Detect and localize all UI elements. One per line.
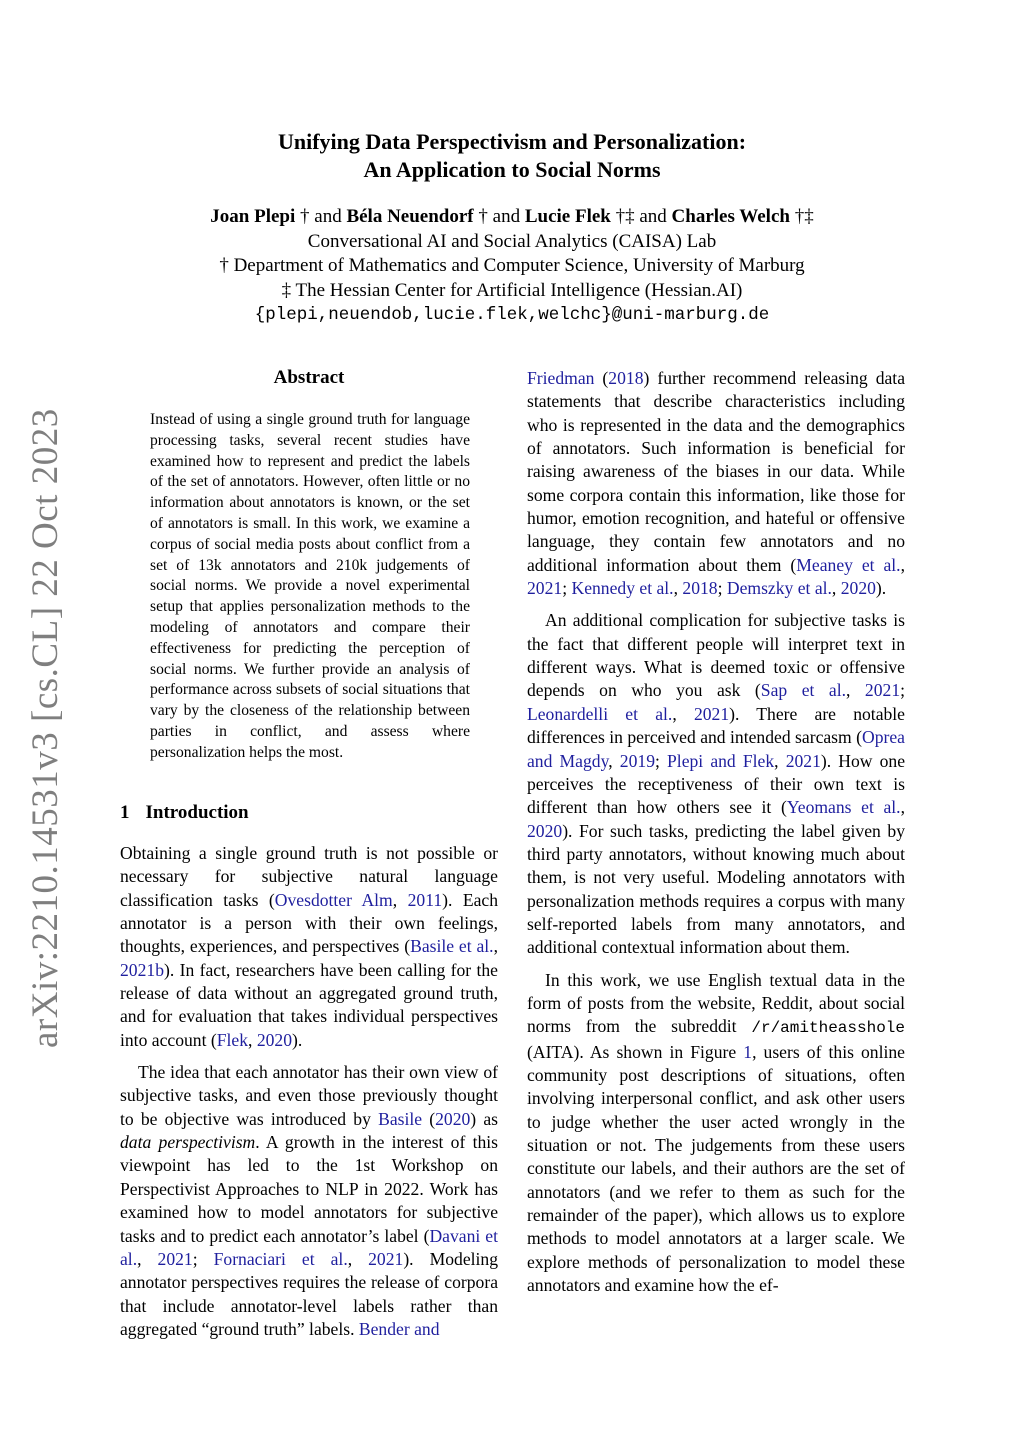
and-3: and — [639, 206, 672, 227]
author-1: Joan Plepi — [210, 206, 296, 227]
left-column — [120, 842, 498, 1341]
and-1: and — [314, 206, 347, 227]
citation-link[interactable]: 2021 — [157, 1248, 193, 1269]
text: ) as — [470, 1108, 498, 1129]
text: ). For such tasks, predicting the label given by third party annotators, without knowing much about them, is not very useful. Modeling annotators with personalization methods requires a corpus with many self-reported labels from many annotators, and additional contextual information about them. — [527, 820, 905, 958]
citation-link[interactable]: Basile — [378, 1108, 423, 1129]
text: ). Each annotator is a person with their own feelings, thoughts, experiences, and perspectives ( — [120, 889, 499, 957]
citation-link[interactable]: 2020 — [256, 1029, 292, 1050]
text: ). Modeling annotator perspectives requires the release of corpora that include annotator-level labels rather than aggregated “ground truth” labels. — [120, 1248, 498, 1339]
title-line-2: An Application to Social Norms — [363, 157, 661, 182]
citation-link[interactable]: Basile et al. — [410, 936, 494, 957]
citation-link[interactable]: 2020 — [435, 1108, 471, 1129]
text: Obtaining a single ground truth is not possible or necessary for subjective natural language classification tasks ( — [120, 843, 498, 910]
paragraph-5 — [527, 969, 905, 1298]
text: , — [673, 578, 683, 599]
text: , — [900, 797, 905, 818]
text: ; — [900, 680, 905, 701]
text: ) further recommend releasing data statements that describe characteristics including who is represented in the data and the demographics of annotators. Such information is beneficial for raising awareness of the biases in our data. While some corpora contain this information, like those for humor, emotion recognition, and hateful or offensive language, they contain few annotators and no additional information about them ( — [527, 368, 906, 575]
abstract-heading: Abstract — [273, 367, 345, 388]
author-4: Charles Welch — [671, 206, 790, 227]
citation-link[interactable]: 2019 — [619, 750, 655, 771]
citation-link[interactable]: 2021 — [693, 703, 730, 724]
text: (AITA). As shown in Figure — [527, 1041, 744, 1062]
text: , — [347, 1248, 369, 1269]
citation-link[interactable]: Bender and — [358, 1318, 440, 1339]
text: , — [672, 703, 694, 724]
title-line-1: Unifying Data Perspectivism and Personalization: — [277, 129, 747, 154]
author-3-mark: †‡ — [610, 206, 640, 227]
arxiv-stamp: arXiv:2210.14531v3 [cs.CL] 22 Oct 2023 — [25, 408, 66, 1048]
right-column — [527, 367, 905, 1297]
subreddit-name: /r/amitheasshole — [751, 1019, 905, 1038]
section-number: 1 — [120, 802, 130, 823]
text: , — [392, 889, 408, 910]
author-2: Béla Neuendorf — [346, 206, 474, 227]
text: ; — [562, 578, 572, 599]
text: , — [831, 578, 841, 599]
citation-link[interactable]: Kennedy et al. — [571, 578, 674, 599]
text: , — [900, 554, 905, 575]
citation-link[interactable]: Oprea and Magdy — [527, 727, 905, 771]
citation-link[interactable]: 2020 — [527, 820, 563, 841]
text: ). — [292, 1029, 303, 1050]
text: ; — [192, 1248, 214, 1269]
text: ( — [422, 1108, 436, 1129]
paper-title — [0, 128, 1024, 184]
section-title: Introduction — [145, 802, 249, 823]
emphasis: data perspectivism — [120, 1132, 256, 1153]
paragraph-2 — [120, 1061, 498, 1341]
citation-link[interactable]: 2011 — [407, 889, 443, 910]
text: In this work, we use English textual data in the form of posts from the website, Reddit, about social norms from the subreddit — [527, 969, 905, 1037]
author-emails[interactable]: {plepi,neuendob,lucie.flek,welchc}@uni-marburg.de — [254, 305, 770, 325]
abstract-text: Instead of using a single ground truth for language processing tasks, several recent studies have examined how to represent and predict the labels of the set of annotators. However, often little or no information about annotators is known, or the set of annotators is small. In this work, we examine a corpus of social media posts about conflict from a set of 13k annotators and 210k judgements of social norms. We provide a novel experimental setup that applies personalization methods to the modeling of annotators and compare their effectiveness for predicting the perception of social norms. We further provide an analysis of performance across subsets of social situations that vary by the closeness of the relationship between parties in conflict, and assess where personalization helps the most. — [150, 411, 470, 761]
text: ). How one perceives the receptiveness of their own text is different than how others see it ( — [527, 750, 906, 818]
author-names — [0, 205, 1024, 230]
text: . A growth in the interest of this viewpoint has led to the 1st Workshop on Perspectivist Approaches to NLP in 2022. Work has examined how to model annotators for subjective tasks and to predict each annotator’s label ( — [120, 1132, 498, 1246]
citation-link[interactable]: Meaney et al. — [796, 554, 901, 575]
text: , — [608, 750, 620, 771]
citation-link[interactable]: Leonardelli et al. — [527, 703, 673, 724]
text: , — [846, 680, 865, 701]
text: , — [774, 750, 786, 771]
citation-link[interactable]: 2020 — [840, 578, 876, 599]
paragraph-1 — [120, 842, 498, 1052]
section-heading-introduction — [120, 802, 265, 824]
text: ( — [594, 368, 609, 388]
citation-link[interactable]: Yeomans et al. — [786, 797, 901, 818]
citation-link[interactable]: Ovesdotter Alm — [274, 889, 393, 910]
text: , — [248, 1029, 257, 1050]
citation-link[interactable]: Sap et al. — [760, 680, 846, 701]
citation-link[interactable]: Friedman — [527, 368, 595, 388]
text: , users of this online community post descriptions of situations, often involving interpersonal conflict, and ask other users to judge whether the user acted wrongly in the situation or not. The judgements from these users constitute our labels, and their authors are the set of annotators (and we refer to them as such for the remainder of the paper), which allows us to explore methods to model annotators at a larger scale. We explore methods of personalization to model these annotators and examine how the ef- — [527, 1041, 905, 1296]
affiliation-dept: † Department of Mathematics and Computer Science, University of Marburg — [219, 255, 805, 276]
citation-link[interactable]: Fornaciari et al. — [213, 1248, 348, 1269]
text: ). There are notable differences in perceived and intended sarcasm ( — [527, 703, 905, 748]
citation-link[interactable]: Flek — [216, 1029, 249, 1050]
text: ; — [654, 750, 668, 771]
affiliation-hessian: ‡ The Hessian Center for Artificial Intelligence (Hessian.AI) — [281, 279, 743, 301]
citation-link[interactable]: 2021 — [864, 680, 901, 701]
paragraph-4 — [527, 609, 905, 959]
author-1-mark: † — [295, 206, 315, 227]
figure-link[interactable]: 1 — [743, 1041, 753, 1062]
and-2: and — [492, 206, 525, 227]
text: ). — [875, 578, 887, 599]
author-2-mark: † — [473, 206, 493, 227]
citation-link[interactable]: Davani et al. — [120, 1225, 499, 1269]
author-4-mark: †‡ — [789, 206, 814, 227]
citation-link[interactable]: 2018 — [608, 368, 644, 388]
citation-link[interactable]: Plepi and Flek — [667, 750, 775, 771]
affiliation-lab: Conversational AI and Social Analytics (CAISA) Lab — [307, 230, 717, 252]
text: ; — [717, 578, 727, 599]
citation-link[interactable]: 2021 — [785, 750, 821, 771]
text: , — [493, 936, 498, 957]
paragraph-3 — [527, 367, 905, 600]
citation-link[interactable]: 2018 — [682, 578, 718, 599]
text: The idea that each annotator has their own view of subjective tasks, and even those previously thought to be objective was introduced by — [120, 1062, 498, 1129]
citation-link[interactable]: 2021b — [120, 959, 164, 980]
text: , — [137, 1248, 158, 1269]
author-3: Lucie Flek — [524, 206, 611, 227]
author-block — [0, 205, 1024, 328]
text: An additional complication for subjective tasks is the fact that different people will interpret text in different ways. What is deemed toxic or offensive depends on who you ask ( — [527, 610, 905, 701]
citation-link[interactable]: 2021 — [527, 578, 563, 599]
citation-link[interactable]: Demszky et al. — [726, 578, 832, 599]
text: ). In fact, researchers have been calling for the release of data without an aggregated ground truth, and for evaluation that takes individual perspectives into account ( — [120, 959, 498, 1050]
citation-link[interactable]: 2021 — [368, 1248, 404, 1269]
